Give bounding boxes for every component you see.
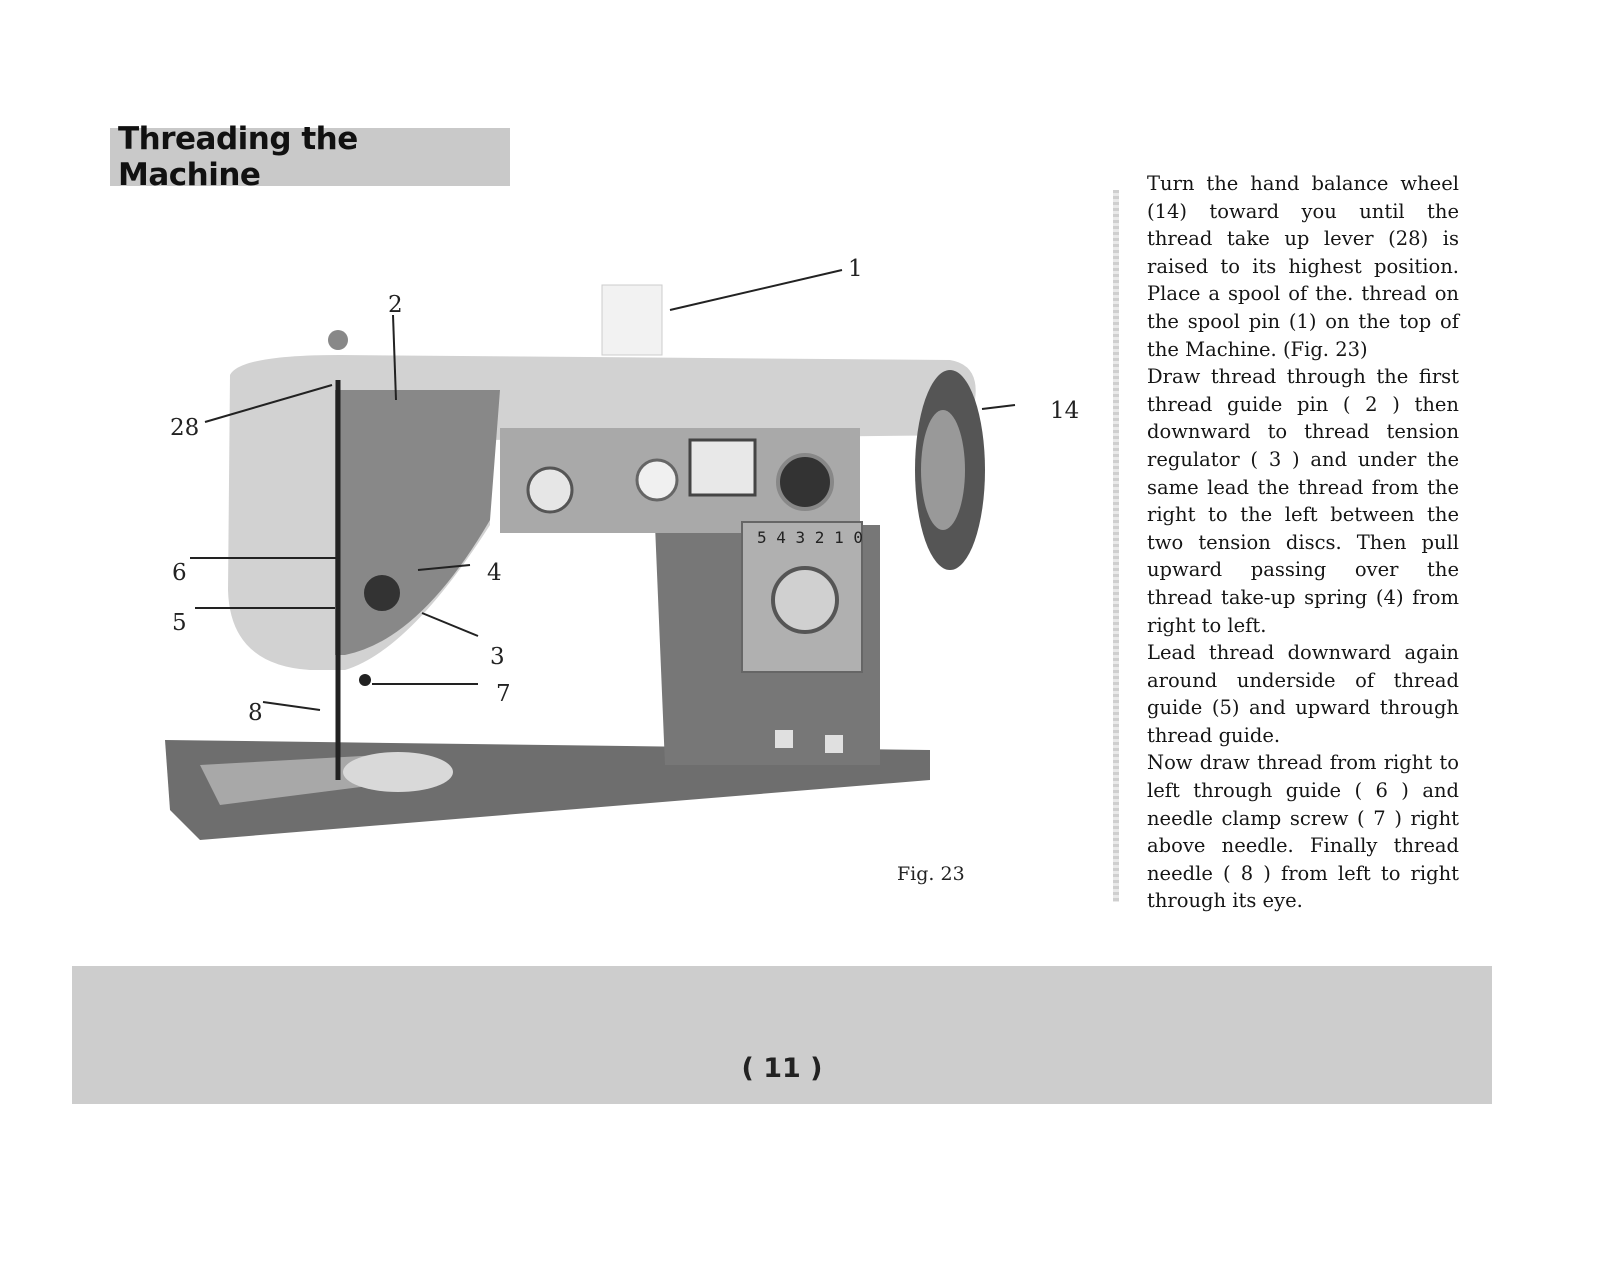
instruction-paragraph-4: Now draw thread from right to left through guide ( 6 ) and needle clamp screw ( 7 ) right above needle. Finally thread needle ( 8 ) from left to right through its eye. <box>1147 751 1459 913</box>
footer-band <box>72 966 1492 1104</box>
needle-clamp-screw <box>359 674 371 686</box>
instruction-paragraph-3: Lead thread downward again around underside of thread guide (5) and upward through thread guide. <box>1147 641 1459 747</box>
instructions-text <box>1147 170 1459 915</box>
instruction-paragraph-1: Turn the hand balance wheel (14) toward you until the thread take up lever (28) is raised to its highest position. Place a spool of the. thread on the spool pin (1) on the top of the Machine. (Fig. 23) <box>1147 172 1459 361</box>
callout-1: 1 <box>848 256 863 282</box>
sewing-machine-figure <box>160 260 1080 900</box>
leader-line-8 <box>263 702 320 710</box>
callout-5: 5 <box>172 610 187 636</box>
callout-8: 8 <box>248 700 263 726</box>
callout-3: 3 <box>490 644 505 670</box>
column-rule <box>1113 190 1119 902</box>
leader-line-3 <box>422 613 478 636</box>
callout-2: 2 <box>388 292 403 318</box>
spool-thread-guide <box>328 330 348 350</box>
callout-4: 4 <box>487 560 502 586</box>
bobbin-cover <box>343 752 453 792</box>
thread-spool <box>602 285 662 355</box>
figure-caption: Fig. 23 <box>897 863 965 885</box>
stitch-length-scale: 5 4 3 2 1 0 <box>757 528 863 547</box>
tension-regulator <box>362 573 402 613</box>
instruction-paragraph-2: Draw thread through the first thread guide pin ( 2 ) then downward to thread tension regulator ( 3 ) and under the same lead the thread from the right to the left between the two tension discs. Then pull upward passing over the thread take-up spring (4) from right to left. <box>1147 365 1459 637</box>
callout-7: 7 <box>496 681 511 707</box>
foot-button-a <box>775 730 793 748</box>
stitch-knob-left <box>528 468 572 512</box>
stitch-knob-middle <box>637 460 677 500</box>
section-title: Threading the Machine <box>118 121 358 193</box>
page-number: ( 11 ) <box>741 1053 823 1084</box>
callout-6: 6 <box>172 560 187 586</box>
callout-28: 28 <box>170 415 200 441</box>
callout-14: 14 <box>1050 398 1080 424</box>
section-title-box <box>110 121 510 193</box>
foot-button-b <box>825 735 843 753</box>
leader-line-14 <box>982 405 1015 409</box>
stitch-indicator <box>690 440 755 495</box>
bobbin-winder <box>921 410 965 530</box>
leader-line-1 <box>670 270 842 310</box>
zigzag-knob <box>778 455 832 509</box>
sewing-machine-illustration <box>160 260 1080 900</box>
stitch-length-knob <box>773 568 837 632</box>
